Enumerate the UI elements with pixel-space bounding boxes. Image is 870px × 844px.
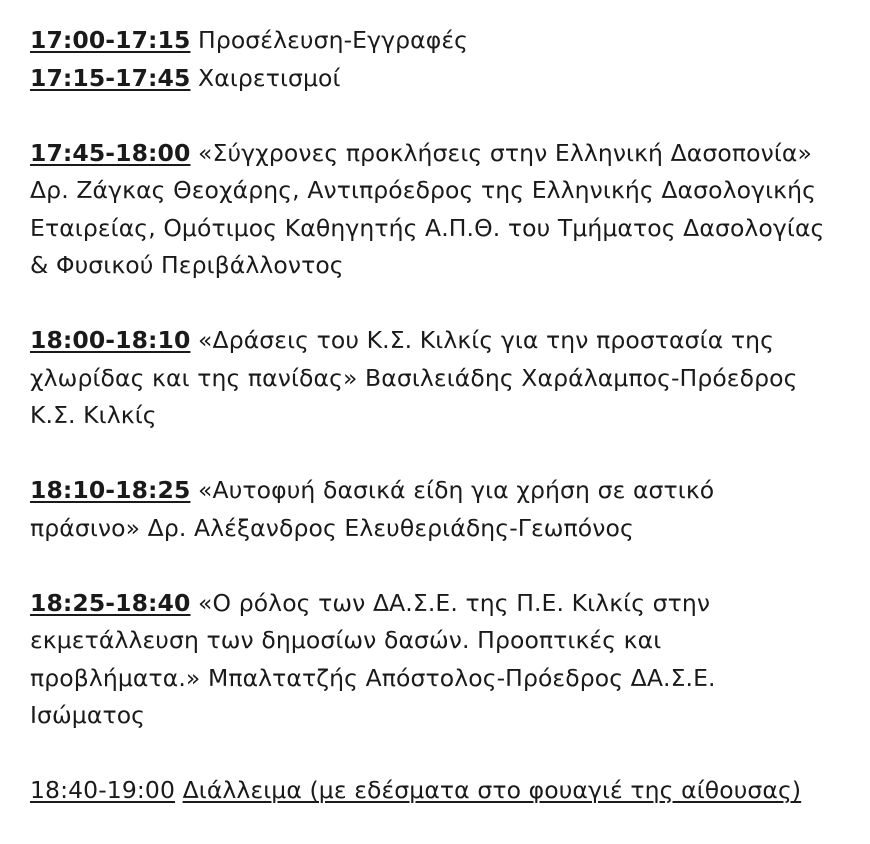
entry-line: Κ.Σ. Κιλκίς	[30, 401, 157, 429]
entry-line: Εταιρείας, Ομότιμος Καθηγητής Α.Π.Θ. του Τμήματος Δασολογίας	[30, 213, 825, 242]
entry-time: 18:00-18:10	[30, 326, 191, 354]
entry-line: & Φυσικού Περιβάλλοντος	[30, 251, 344, 279]
entry-title: «Αυτοφυή δασικά είδη για χρήση σε αστικό	[198, 476, 715, 504]
entry-line	[30, 60, 860, 98]
entry-title: Χαιρετισμοί	[198, 63, 341, 92]
entry-line	[30, 772, 860, 810]
entry-line: Ισώματος	[30, 701, 146, 729]
schedule-entry-talk-2	[30, 322, 860, 435]
schedule-entry-talk-4	[30, 585, 860, 735]
entry-time: 18:10-18:25	[30, 476, 191, 504]
spacer	[30, 97, 860, 135]
entry-time: 18:40-19:00	[30, 776, 176, 804]
spacer	[30, 735, 860, 773]
spacer	[30, 547, 860, 585]
entry-time: 17:00-17:15	[30, 26, 191, 54]
entry-title: Διάλλειμα (με εδέσματα στο φουαγιέ της αίθουσας)	[182, 776, 802, 804]
entry-title: «Σύγχρονες προκλήσεις στην Ελληνική Δασοπονία»	[198, 138, 812, 167]
entry-line: προβλήματα.» Μπαλτατζής Απόστολος-Πρόεδρος ΔΑ.Σ.Ε.	[30, 663, 716, 692]
entry-line: πράσινο» Δρ. Αλέξανδρος Ελευθεριάδης-Γεωπόνος	[30, 513, 634, 542]
schedule-entry-registration	[30, 22, 860, 60]
entry-title: «Ο ρόλος των ΔΑ.Σ.Ε. της Π.Ε. Κιλκίς στην	[198, 588, 711, 617]
entry-title: Προσέλευση-Εγγραφές	[198, 26, 469, 54]
entry-line: χλωρίδας και της πανίδας» Βασιλειάδης Χαράλαμπος-Πρόεδρος	[30, 363, 798, 392]
entry-line	[30, 472, 860, 510]
spacer	[30, 435, 860, 473]
entry-line	[30, 322, 860, 360]
program-document	[30, 22, 860, 810]
entry-time: 18:25-18:40	[30, 588, 191, 617]
entry-line: εκμετάλλευση των δημοσίων δασών. Προοπτικές και	[30, 626, 662, 654]
spacer	[30, 285, 860, 323]
entry-line: Δρ. Ζάγκας Θεοχάρης, Αντιπρόεδρος της Ελληνικής Δασολογικής	[30, 176, 816, 204]
entry-line	[30, 22, 860, 60]
schedule-entry-talk-1	[30, 135, 860, 285]
entry-time: 17:15-17:45	[30, 63, 191, 92]
schedule-entry-break	[30, 772, 860, 810]
schedule-entry-greetings	[30, 60, 860, 98]
entry-line	[30, 585, 860, 623]
schedule-entry-talk-3	[30, 472, 860, 547]
entry-time: 17:45-18:00	[30, 138, 191, 167]
entry-title: «Δράσεις του Κ.Σ. Κιλκίς για την προστασία της	[198, 326, 774, 354]
entry-line	[30, 135, 860, 173]
